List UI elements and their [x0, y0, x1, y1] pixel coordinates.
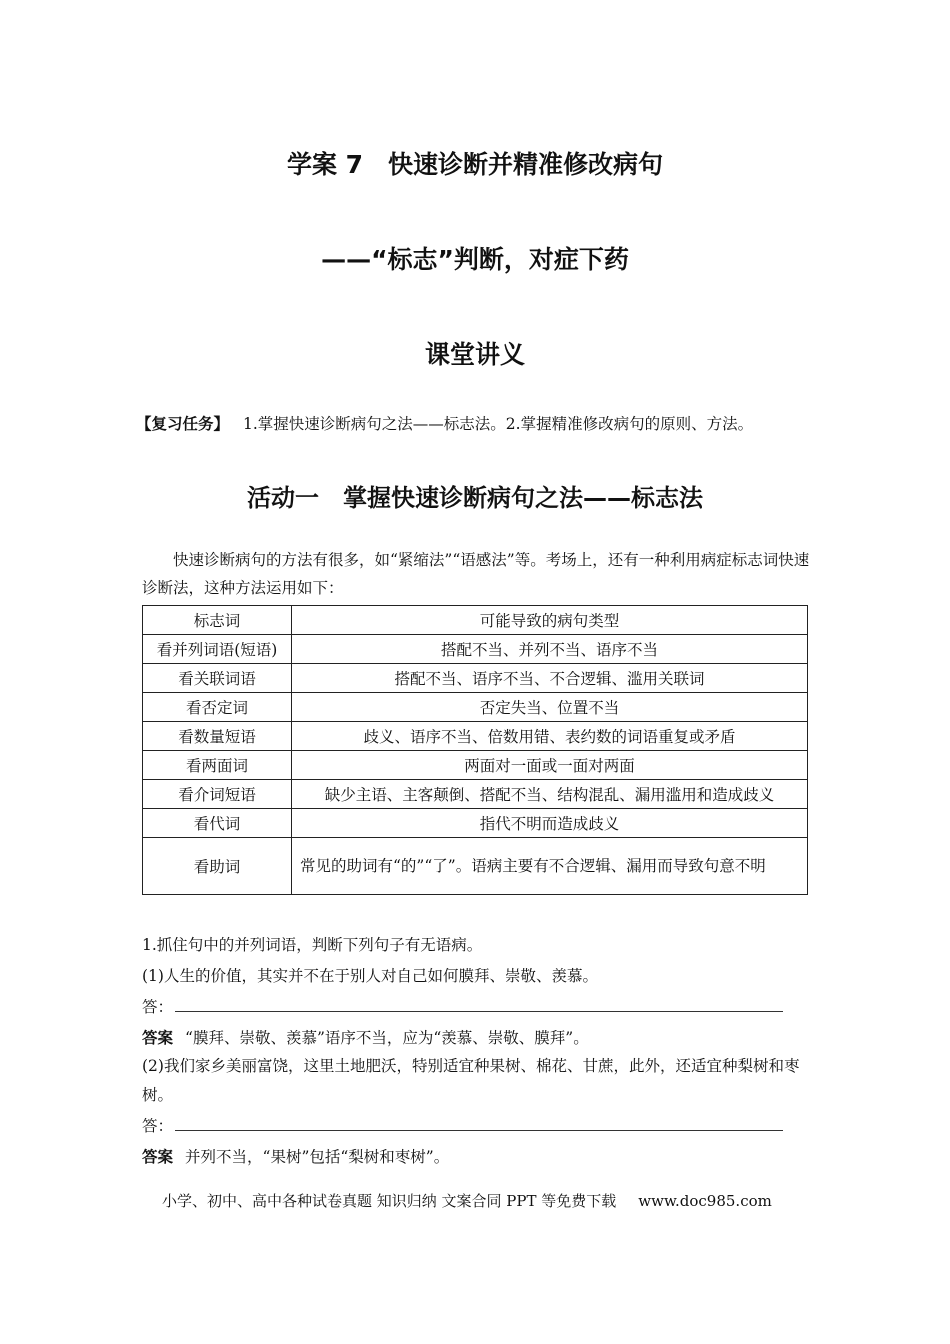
activity-heading: 活动一 掌握快速诊断病句之法——标志法 [247, 484, 703, 512]
table-cell-marker: 看否定词 [143, 693, 292, 722]
answer-2 [142, 1145, 449, 1167]
table-cell-marker: 看并列词语(短语) [143, 635, 292, 664]
review-task-text: 1.掌握快速诊断病句之法——标志法。2.掌握精准修改病句的原则、方法。 [243, 415, 754, 433]
table-header-row [143, 606, 808, 635]
table-cell-type: 歧义、语序不当、倍数用错、表约数的词语重复或矛盾 [292, 722, 808, 751]
exercise-prompt: 1.抓住句中的并列词语，判断下列句子有无语病。 [142, 936, 483, 954]
page-title: 学案 7 快速诊断并精准修改病句 [286, 150, 664, 179]
table-header-cell: 标志词 [143, 606, 292, 635]
table-row [143, 722, 808, 751]
answer-text: 并列不当，“果树”包括“梨树和枣树”。 [185, 1148, 450, 1166]
table-row [143, 664, 808, 693]
table-cell-type: 否定失当、位置不当 [292, 693, 808, 722]
table-row [143, 780, 808, 809]
table-row [143, 635, 808, 664]
table-cell-marker: 看关联词语 [143, 664, 292, 693]
table-cell-type: 指代不明而造成歧义 [292, 809, 808, 838]
review-task-label: 【复习任务】 [136, 415, 230, 433]
answer-blank[interactable] [175, 1115, 783, 1131]
table-cell-marker: 看代词 [143, 809, 292, 838]
footer-url[interactable]: www.doc985.com [638, 1192, 772, 1210]
page-footer [162, 1190, 772, 1211]
footer-text: 小学、初中、高中各种试卷真题 知识归纳 文案合同 PPT 等免费下载 [162, 1192, 617, 1210]
answer-label: 答案 [142, 1148, 174, 1166]
answer-line-1 [142, 995, 783, 1017]
table-cell-marker: 看助词 [143, 838, 292, 895]
answer-prefix: 答： [142, 1117, 174, 1135]
table-row [143, 751, 808, 780]
activity-intro: 快速诊断病句的方法有很多，如“紧缩法”“语感法”等。考场上，还有一种利用病症标志词快速诊断法，这种方法运用如下： [142, 551, 810, 597]
marker-table [142, 605, 808, 895]
table-cell-type: 两面对一面或一面对两面 [292, 751, 808, 780]
review-task [136, 412, 753, 434]
section-heading: 课堂讲义 [424, 340, 525, 369]
table-cell-marker: 看两面词 [143, 751, 292, 780]
page-subtitle: ——“标志”判断，对症下药 [321, 245, 629, 274]
question-1: (1)人生的价值，其实并不在于别人对自己如何膜拜、崇敬、羡慕。 [142, 967, 598, 985]
answer-blank[interactable] [175, 996, 783, 1012]
answer-line-2 [142, 1114, 783, 1136]
table-cell-type: 搭配不当、语序不当、不合逻辑、滥用关联词 [292, 664, 808, 693]
table-header-cell: 可能导致的病句类型 [292, 606, 808, 635]
table-row [143, 809, 808, 838]
question-2: (2)我们家乡美丽富饶，这里土地肥沃，特别适宜种果树、棉花、甘蔗，此外，还适宜种梨树和枣树。 [142, 1057, 800, 1104]
answer-label: 答案 [142, 1029, 174, 1047]
answer-prefix: 答： [142, 998, 174, 1016]
table-cell-type: 缺少主语、主客颠倒、搭配不当、结构混乱、漏用滥用和造成歧义 [292, 780, 808, 809]
answer-text: “膜拜、崇敬、羡慕”语序不当，应为“羡慕、崇敬、膜拜”。 [185, 1029, 589, 1047]
table-cell-type: 搭配不当、并列不当、语序不当 [292, 635, 808, 664]
table-cell-type: 常见的助词有“的”“了”。语病主要有不合逻辑、漏用而导致句意不明 [292, 838, 808, 895]
table-row [143, 693, 808, 722]
table-cell-marker: 看介词短语 [143, 780, 292, 809]
table-row [143, 838, 808, 895]
table-cell-marker: 看数量短语 [143, 722, 292, 751]
answer-1 [142, 1026, 589, 1048]
